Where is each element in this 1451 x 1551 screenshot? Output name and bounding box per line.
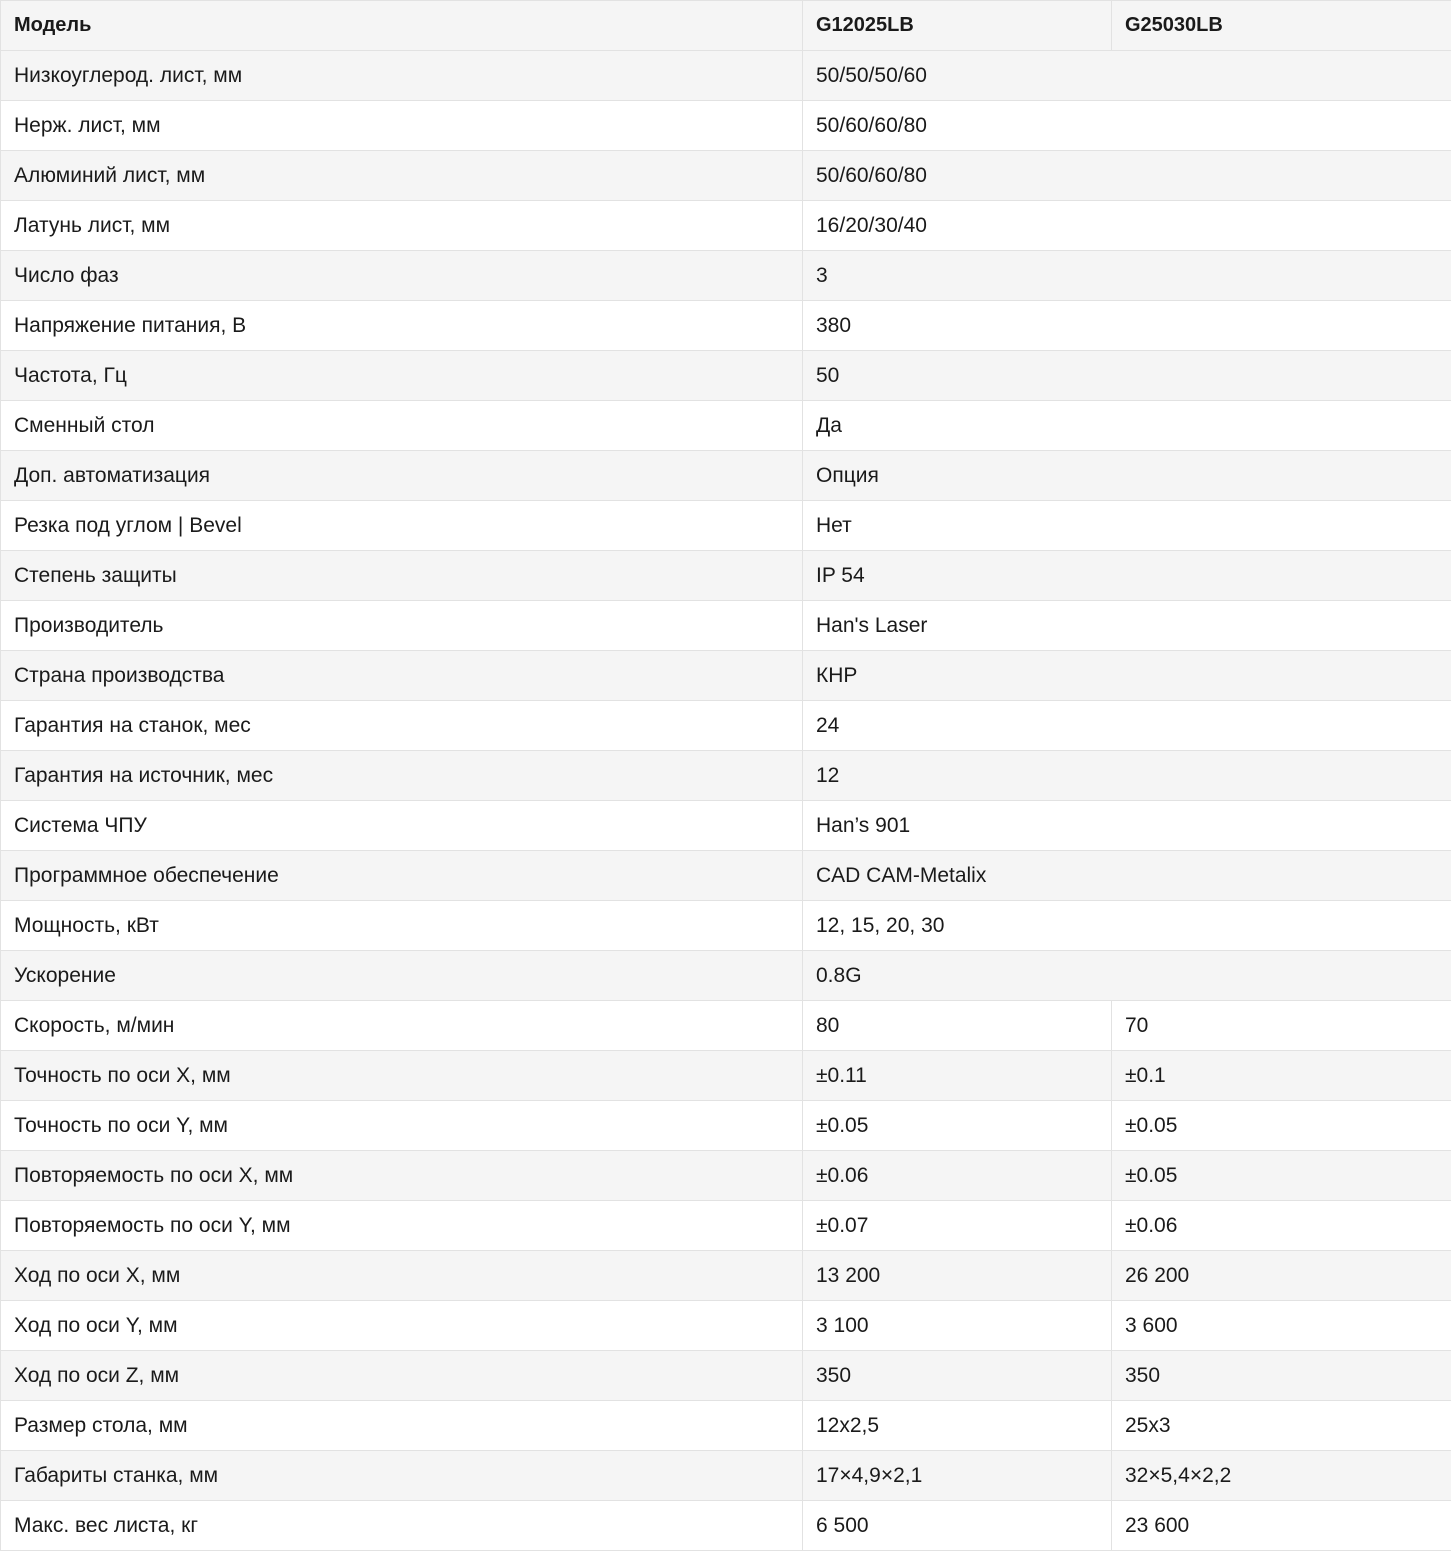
row-value-shared: Да	[803, 401, 1451, 451]
row-label: Ход по оси Y, мм	[1, 1301, 803, 1351]
header-model-1: G12025LB	[803, 1, 1112, 51]
row-value-model-1: ±0.07	[803, 1201, 1112, 1251]
row-value-model-1: ±0.06	[803, 1151, 1112, 1201]
row-label: Напряжение питания, В	[1, 301, 803, 351]
row-value-model-2: 26 200	[1112, 1251, 1451, 1301]
spec-table-body	[1, 51, 1451, 1551]
table-row	[1, 551, 1451, 601]
row-value-model-1: 12x2,5	[803, 1401, 1112, 1451]
row-value-model-2: ±0.05	[1112, 1101, 1451, 1151]
row-label: Система ЧПУ	[1, 801, 803, 851]
table-row	[1, 301, 1451, 351]
header-model-2: G25030LB	[1112, 1, 1451, 51]
row-value-model-2: ±0.06	[1112, 1201, 1451, 1251]
row-value-shared: 16/20/30/40	[803, 201, 1451, 251]
row-label: Скорость, м/мин	[1, 1001, 803, 1051]
table-row	[1, 451, 1451, 501]
spec-table-header	[1, 1, 1451, 51]
row-value-shared: CAD CAM-Metalix	[803, 851, 1451, 901]
row-value-model-1: 80	[803, 1001, 1112, 1051]
table-row	[1, 1451, 1451, 1501]
row-value-model-2: 70	[1112, 1001, 1451, 1051]
table-row	[1, 1151, 1451, 1201]
table-row	[1, 51, 1451, 101]
row-label: Размер стола, мм	[1, 1401, 803, 1451]
table-row	[1, 351, 1451, 401]
table-row	[1, 1051, 1451, 1101]
row-value-shared: 12	[803, 751, 1451, 801]
row-value-model-2: 23 600	[1112, 1501, 1451, 1551]
row-value-model-2: 25x3	[1112, 1401, 1451, 1451]
row-value-model-1: ±0.11	[803, 1051, 1112, 1101]
row-label: Габариты станка, мм	[1, 1451, 803, 1501]
row-label: Ускорение	[1, 951, 803, 1001]
row-value-shared: Опция	[803, 451, 1451, 501]
row-value-model-1: ±0.05	[803, 1101, 1112, 1151]
row-label: Производитель	[1, 601, 803, 651]
row-value-shared: 50/50/50/60	[803, 51, 1451, 101]
table-row	[1, 1351, 1451, 1401]
table-row	[1, 701, 1451, 751]
row-value-shared: 0.8G	[803, 951, 1451, 1001]
row-label: Степень защиты	[1, 551, 803, 601]
row-value-model-1: 13 200	[803, 1251, 1112, 1301]
header-row	[1, 1, 1451, 51]
row-label: Доп. автоматизация	[1, 451, 803, 501]
table-row	[1, 851, 1451, 901]
row-label: Гарантия на станок, мес	[1, 701, 803, 751]
row-value-model-1: 17×4,9×2,1	[803, 1451, 1112, 1501]
row-value-shared: 3	[803, 251, 1451, 301]
row-label: Точность по оси Y, мм	[1, 1101, 803, 1151]
row-value-model-1: 6 500	[803, 1501, 1112, 1551]
row-label: Резка под углом | Bevel	[1, 501, 803, 551]
row-label: Алюминий лист, мм	[1, 151, 803, 201]
row-value-shared: IP 54	[803, 551, 1451, 601]
row-label: Низкоуглерод. лист, мм	[1, 51, 803, 101]
row-value-model-2: 350	[1112, 1351, 1451, 1401]
row-label: Программное обеспечение	[1, 851, 803, 901]
row-label: Ход по оси X, мм	[1, 1251, 803, 1301]
table-row	[1, 501, 1451, 551]
table-row	[1, 651, 1451, 701]
row-value-model-1: 3 100	[803, 1301, 1112, 1351]
row-label: Повторяемость по оси X, мм	[1, 1151, 803, 1201]
table-row	[1, 951, 1451, 1001]
table-row	[1, 101, 1451, 151]
table-row	[1, 251, 1451, 301]
row-value-model-2: 32×5,4×2,2	[1112, 1451, 1451, 1501]
table-row	[1, 401, 1451, 451]
table-row	[1, 601, 1451, 651]
table-row	[1, 1401, 1451, 1451]
row-value-shared: Han’s 901	[803, 801, 1451, 851]
row-label: Нерж. лист, мм	[1, 101, 803, 151]
row-value-shared: Нет	[803, 501, 1451, 551]
row-value-shared: Han's Laser	[803, 601, 1451, 651]
table-row	[1, 1501, 1451, 1551]
header-label: Модель	[1, 1, 803, 51]
row-value-shared: 380	[803, 301, 1451, 351]
row-value-shared: 50	[803, 351, 1451, 401]
table-row	[1, 1251, 1451, 1301]
table-row	[1, 901, 1451, 951]
table-row	[1, 1201, 1451, 1251]
table-row	[1, 1301, 1451, 1351]
table-row	[1, 801, 1451, 851]
table-row	[1, 751, 1451, 801]
row-label: Макс. вес листа, кг	[1, 1501, 803, 1551]
row-value-model-2: ±0.1	[1112, 1051, 1451, 1101]
row-value-shared: 50/60/60/80	[803, 101, 1451, 151]
row-label: Латунь лист, мм	[1, 201, 803, 251]
row-label: Страна производства	[1, 651, 803, 701]
row-value-model-2: ±0.05	[1112, 1151, 1451, 1201]
row-label: Повторяемость по оси Y, мм	[1, 1201, 803, 1251]
table-row	[1, 1001, 1451, 1051]
row-value-shared: КНР	[803, 651, 1451, 701]
row-label: Мощность, кВт	[1, 901, 803, 951]
row-value-model-1: 350	[803, 1351, 1112, 1401]
row-label: Гарантия на источник, мес	[1, 751, 803, 801]
row-label: Число фаз	[1, 251, 803, 301]
table-row	[1, 151, 1451, 201]
row-label: Сменный стол	[1, 401, 803, 451]
row-label: Частота, Гц	[1, 351, 803, 401]
row-value-model-2: 3 600	[1112, 1301, 1451, 1351]
row-label: Ход по оси Z, мм	[1, 1351, 803, 1401]
row-label: Точность по оси X, мм	[1, 1051, 803, 1101]
row-value-shared: 12, 15, 20, 30	[803, 901, 1451, 951]
table-row	[1, 201, 1451, 251]
row-value-shared: 24	[803, 701, 1451, 751]
table-row	[1, 1101, 1451, 1151]
row-value-shared: 50/60/60/80	[803, 151, 1451, 201]
